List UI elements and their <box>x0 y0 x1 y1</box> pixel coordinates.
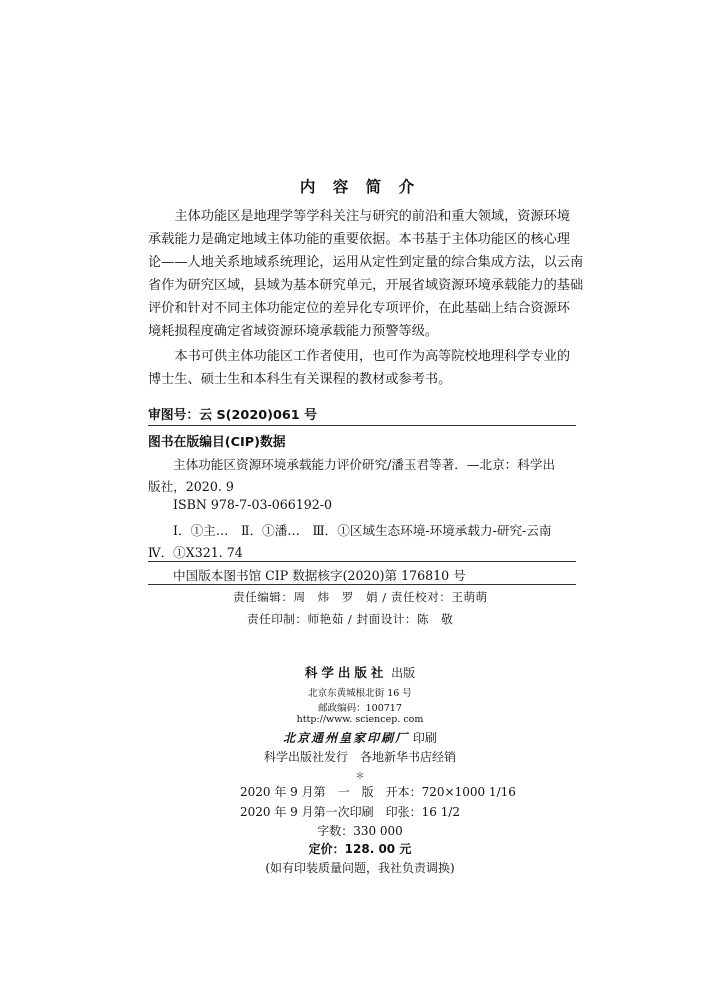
cip-heading: 图书在版编目(CIP)数据 <box>148 435 286 450</box>
summary-line: 境耗损程度确定省域资源环境承载能力预警等级。 <box>148 324 439 339</box>
publisher-suffix: 出版 <box>391 666 416 680</box>
printer-name: 北京通州皇家印刷厂 <box>283 731 410 745</box>
cip-isbn: ISBN 978-7-03-066192-0 <box>173 497 333 512</box>
summary-line: 本书可供主体功能区工作者使用，也可作为高等院校地理科学专业的 <box>174 349 571 364</box>
publisher-url: http://www. sciencep. com <box>296 714 424 725</box>
cip-classification: Ⅳ．①X321. 74 <box>148 545 243 560</box>
cip-classification: Ⅰ．①主… Ⅱ．①潘… Ⅲ．①区域生态环境-环境承载力-研究-云南 <box>173 523 552 538</box>
quality-notice: (如有印装质量问题，我社负责调换) <box>265 861 455 875</box>
word-count: 字数：330 000 <box>317 824 403 838</box>
printing-info: 2020 年 9 月第一次印刷 印张：16 1/2 <box>240 805 461 819</box>
summary-line: 博士生、硕士生和本科生有关课程的教材或参考书。 <box>148 372 452 387</box>
printer-line <box>0 729 720 746</box>
credits-line: 责任编辑：周 炜 罗 娟 / 责任校对：王萌萌 <box>233 590 488 604</box>
cip-entry: 版社，2020. 9 <box>148 479 234 494</box>
summary-line: 主体功能区是地理学等学科关注与研究的前沿和重大领域，资源环境 <box>174 209 571 224</box>
cip-entry: 主体功能区资源环境承载能力评价研究/潘玉君等著．—北京：科学出 <box>173 457 556 472</box>
summary-line: 省作为研究区域，县域为基本研究单元，开展省域资源环境承载能力的基础 <box>148 278 584 293</box>
summary-line: 论——人地关系地域系统理论，运用从定性到定量的综合集成方法，以云南 <box>148 255 584 270</box>
publisher-postcode: 邮政编码：100717 <box>318 703 402 714</box>
publisher-line <box>0 663 720 681</box>
credits-line: 责任印制：师艳茹 / 封面设计：陈 敬 <box>247 612 454 626</box>
divider <box>148 561 576 562</box>
publisher-logo: 科学出版社 <box>304 665 388 680</box>
printer-suffix: 印刷 <box>412 731 437 745</box>
summary-paragraph-2 <box>148 345 576 391</box>
edition-info: 2020 年 9 月第 一 版 开本：720×1000 1/16 <box>240 785 516 799</box>
separator-asterisk: ＊ <box>355 771 365 782</box>
summary-title: 内 容 简 介 <box>299 177 421 196</box>
review-number: 审图号：云 S(2020)061 号 <box>148 408 317 423</box>
summary-line: 评价和针对不同主体功能定位的差异化专项评价，在此基础上结合资源环 <box>148 301 570 316</box>
summary-paragraph-1 <box>148 205 584 343</box>
divider <box>148 425 576 426</box>
publisher-address: 北京东黄城根北街 16 号 <box>308 688 412 699</box>
price: 定价：128. 00 元 <box>308 842 412 856</box>
divider <box>148 584 576 585</box>
cip-library-record: 中国版本图书馆 CIP 数据核字(2020)第 176810 号 <box>173 568 466 583</box>
summary-line: 承载能力是确定地域主体功能的重要依据。本书基于主体功能区的核心理 <box>148 232 570 247</box>
distribution: 科学出版社发行 各地新华书店经销 <box>263 750 456 764</box>
